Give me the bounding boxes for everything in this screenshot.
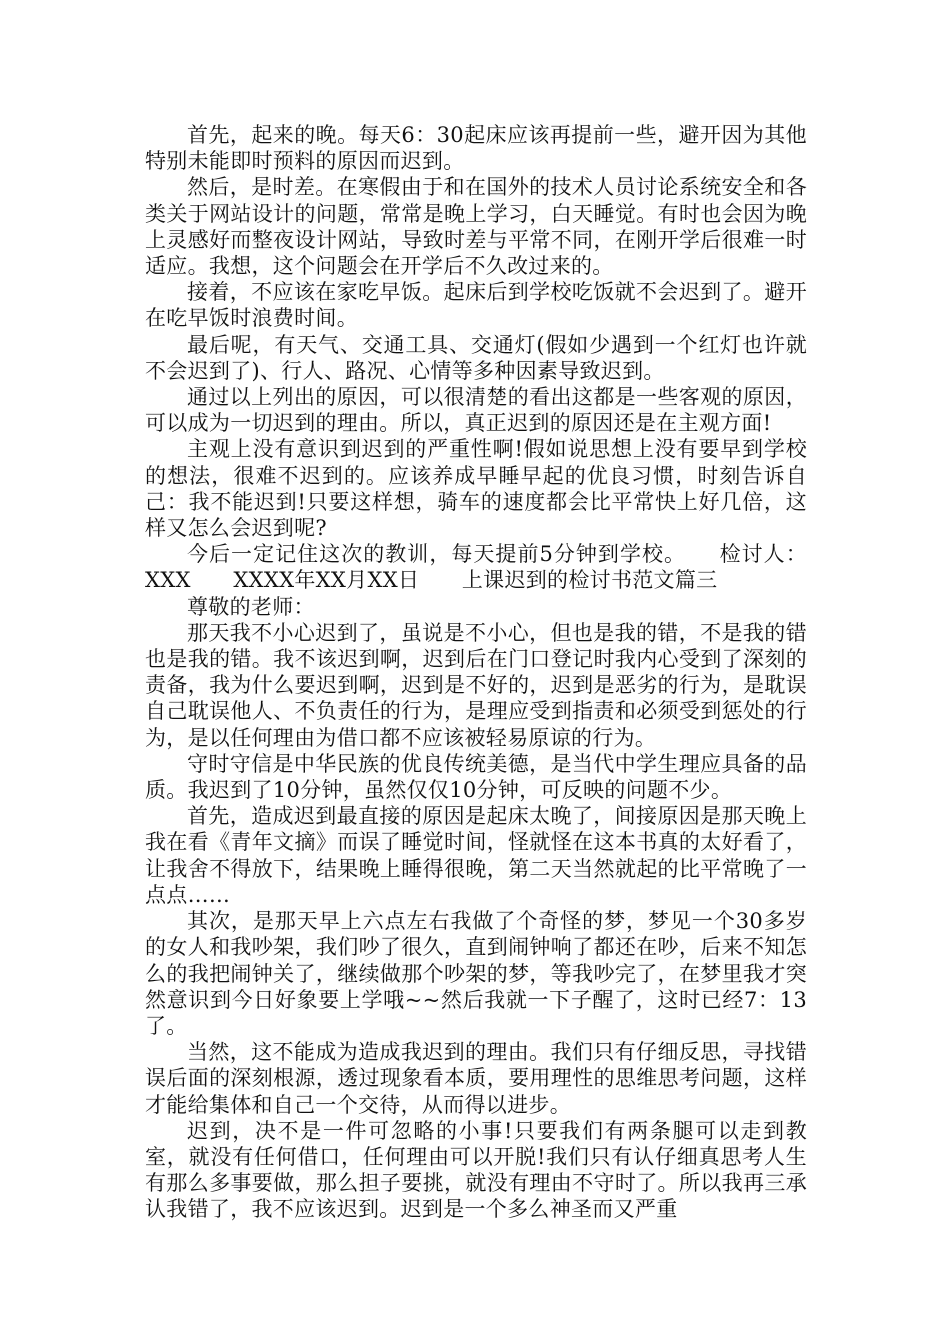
paragraph-3: 接着，不应该在家吃早饭。起床后到学校吃饭就不会迟到了。避开在吃早饭时浪费时间。 [145, 280, 807, 331]
paragraph-2: 然后，是时差。在寒假由于和在国外的技术人员讨论系统安全和各类关于网站设计的问题，常常是晚上学习，白天睡觉。有时也会因为晚上灵感好而整夜设计网站，导致时差与平常不同，在刚开学后很难一时适应。我想，这个问题会在开学后不久改过来的。 [145, 175, 807, 279]
document-body [145, 122, 807, 1223]
paragraph-10: 守时守信是中华民族的优良传统美德，是当代中学生理应具备的品质。我迟到了10分钟，虽然仅仅10分钟，可反映的问题不少。 [145, 751, 807, 803]
paragraph-4: 最后呢，有天气、交通工具、交通灯(假如少遇到一个红灯也许就不会迟到了)、行人、路况、心情等多种因素导致迟到。 [145, 332, 807, 383]
paragraph-6: 主观上没有意识到迟到的严重性啊!假如说思想上没有要早到学校的想法，很难不迟到的。应该养成早睡早起的优良习惯，时刻告诉自己：我不能迟到!只要这样想，骑车的速度都会比平常快上好几倍，这样又怎么会迟到呢? [145, 437, 807, 541]
paragraph-14: 迟到，决不是一件可忽略的小事!只要我们有两条腿可以走到教室，就没有任何借口，任何理由可以开脱!我们只有认仔细真思考人生有那么多事要做，那么担子要挑，就没有理由不守时了。所以我再三承认我错了，我不应该迟到。迟到是一个多么神圣而又严重 [145, 1118, 807, 1222]
paragraph-13: 当然，这不能成为造成我迟到的理由。我们只有仔细反思，寻找错误后面的深刻根源，透过现象看本质，要用理性的思维思考问题，这样才能给集体和自己一个交待，从而得以进步。 [145, 1040, 807, 1117]
paragraph-12: 其次，是那天早上六点左右我做了个奇怪的梦，梦见一个30多岁的女人和我吵架，我们吵了很久，直到闹钟响了都还在吵，后来不知怎么的我把闹钟关了，继续做那个吵架的梦，等我吵完了，在梦里我才突然意识到今日好象要上学哦~~然后我就一下子醒了，这时已经7：13了。 [145, 909, 807, 1038]
paragraph-11: 首先，造成迟到最直接的原因是起床太晚了，间接原因是那天晚上我在看《青年文摘》而误了睡觉时间，怪就怪在这本书真的太好看了，让我舍不得放下，结果晚上睡得很晚，第二天当然就起的比平常晚了一点点…… [145, 804, 807, 907]
salutation: 尊敬的老师： [187, 594, 315, 619]
paragraph-9: 那天我不小心迟到了，虽说是不小心，但也是我的错，不是我的错也是我的错。我不该迟到啊，迟到后在门口登记时我内心受到了深刻的责备，我为什么要迟到啊，迟到是不好的，迟到是恶劣的行为，是耽误自己耽误他人、不负责任的行为，是理应受到指责和必须受到惩处的行为，是以任何理由为借口都不应该被轻易原谅的行为。 [145, 620, 807, 750]
paragraph-7: 今后一定记住这次的教训，每天提前5分钟到学校。 检讨人：XXX XXXX年XX月XX日 上课迟到的检讨书范文篇三 [145, 542, 807, 593]
paragraph-1: 首先，起来的晚。每天6：30起床应该再提前一些，避开因为其他特别未能即时预料的原因而迟到。 [145, 123, 807, 174]
paragraph-5: 通过以上列出的原因，可以很清楚的看出这都是一些客观的原因，可以成为一切迟到的理由。所以，真正迟到的原因还是在主观方面! [145, 385, 807, 436]
